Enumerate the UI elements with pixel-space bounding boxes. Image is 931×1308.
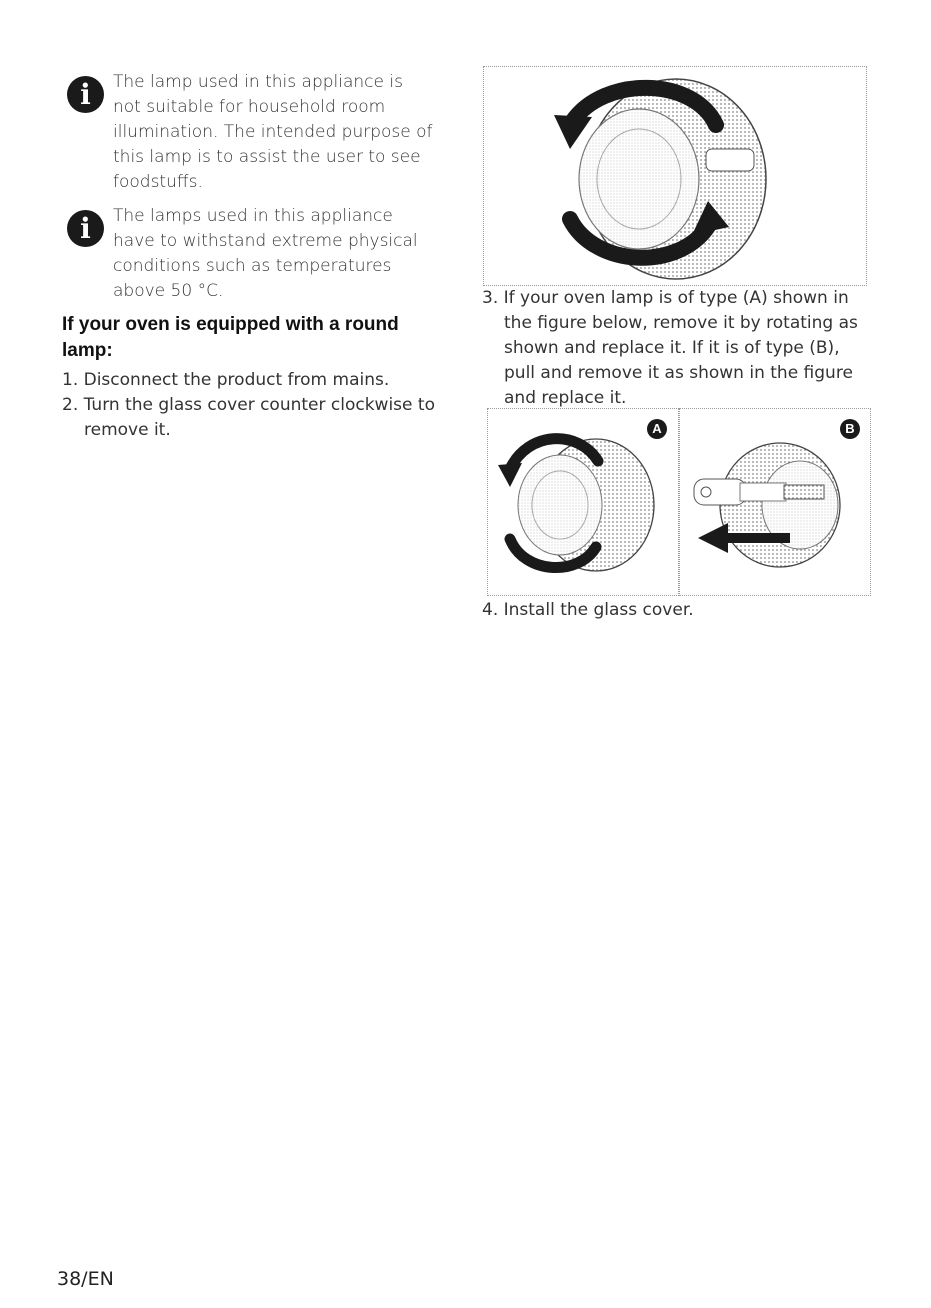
badge-a: A <box>647 419 667 439</box>
note-2-text: The lamps used in this appliance have to withstand extreme physical conditions such as temperatures above 50 °C. <box>113 206 418 301</box>
step-4: 4. Install the glass cover. <box>482 600 694 620</box>
figure-lamp-type-b <box>679 408 871 596</box>
figure-lamp-type-a <box>487 408 679 596</box>
step-1: 1. Disconnect the product from mains. <box>62 370 390 390</box>
section-heading: If your oven is equipped with a round lamp: <box>62 314 399 361</box>
step-4-container <box>482 598 872 623</box>
info-icon: i <box>67 76 104 113</box>
page-number: 38/EN <box>57 1268 114 1290</box>
info-icon: i <box>67 210 104 247</box>
left-column <box>62 312 462 443</box>
info-note-1 <box>67 70 467 195</box>
badge-b: B <box>840 419 860 439</box>
step-3: 3. If your oven lamp is of type (A) shown in the figure below, remove it by rotating as shown and replace it. If it is of type (B), pull and remove it as shown in the figure and replace it. <box>482 288 858 408</box>
lamp-rotation-illustration <box>484 67 867 286</box>
step-2: 2. Turn the glass cover counter clockwise to remove it. <box>62 395 435 440</box>
lamp-type-b-illustration <box>680 409 871 596</box>
note-1-text: The lamp used in this appliance is not suitable for household room illumination. The intended purpose of this lamp is to assist the user to see foodstuffs. <box>113 72 433 192</box>
right-column <box>482 286 872 411</box>
info-note-2 <box>67 204 467 304</box>
figure-round-lamp-rotation <box>483 66 867 286</box>
